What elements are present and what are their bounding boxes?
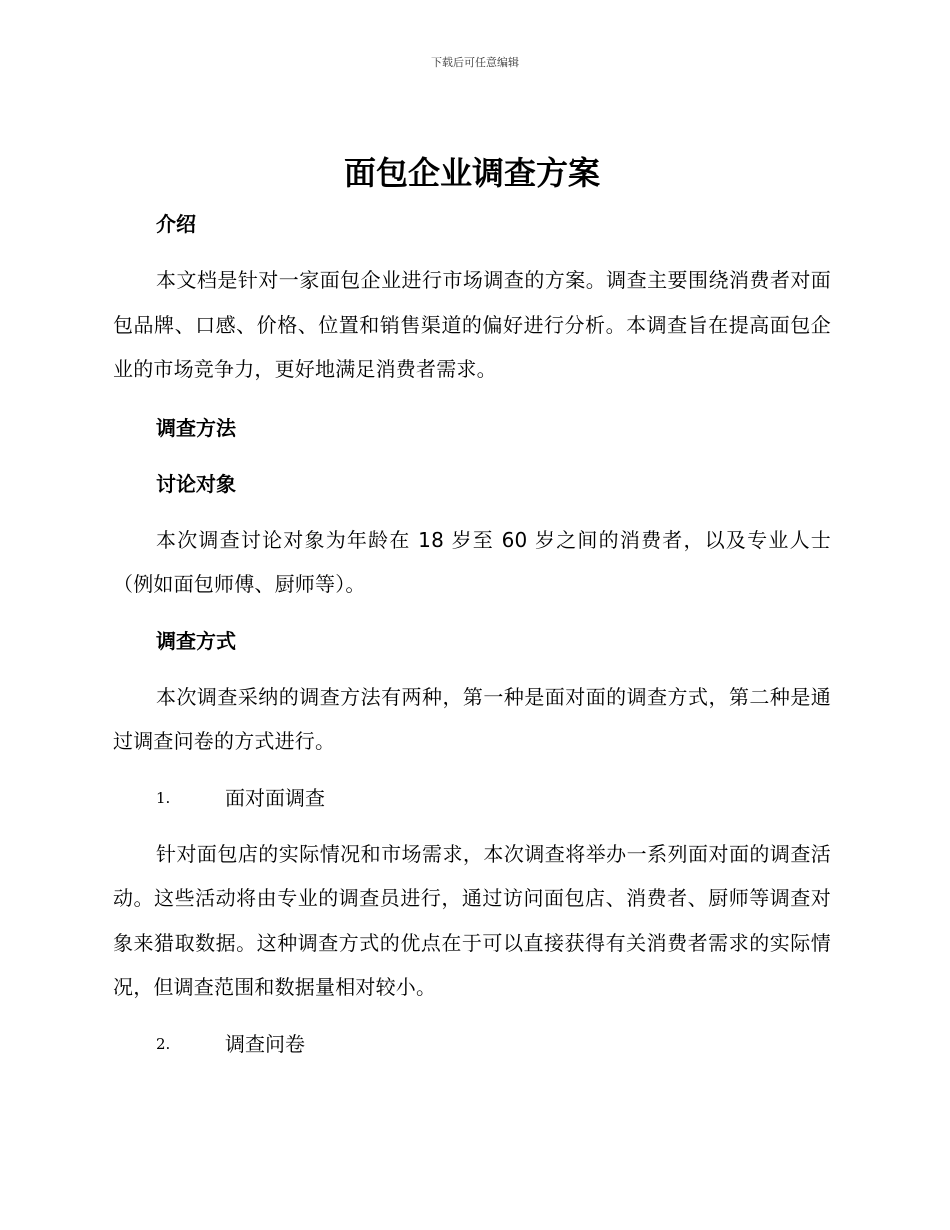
- header-note: 下载后可任意编辑: [431, 56, 519, 69]
- list-number: 2.: [156, 1034, 171, 1053]
- list-text: 调查问卷: [225, 1031, 305, 1056]
- paragraph-face-to-face: 针对面包店的实际情况和市场需求，本次调查将举办一系列面对面的调查活动。这些活动将由专业的调查员进行，通过访问面包店、消费者、厨师等调查对象来猎取数据。这种调查方式的优点在于可以直接获得有关消费者需求的实际情况，但调查范围和数据量相对较小。: [113, 841, 831, 999]
- list-item-face-to-face: [113, 776, 831, 820]
- list-text: 面对面调查: [225, 785, 325, 810]
- list-number: 1.: [156, 788, 171, 807]
- paragraph-subject: 本次调查讨论对象为年龄在 18 岁至 60 岁之间的消费者，以及专业人士（例如面包师傅、厨师等）。: [113, 527, 831, 596]
- paragraph-way: 本次调查采纳的调查方法有两种，第一种是面对面的调查方式，第二种是通过调查问卷的方式进行。: [113, 684, 831, 753]
- paragraph-intro: 本文档是针对一家面包企业进行市场调查的方案。调查主要围绕消费者对面包品牌、口感、价格、位置和销售渠道的偏好进行分析。本调查旨在提高面包企业的市场竞争力，更好地满足消费者需求。: [113, 268, 831, 381]
- document-title: 面包企业调查方案: [343, 154, 600, 192]
- heading-way: 调查方式: [156, 628, 236, 653]
- list-item-questionnaire: [113, 1022, 831, 1066]
- heading-method: 调查方法: [156, 415, 236, 440]
- heading-subject: 讨论对象: [156, 471, 236, 496]
- heading-intro: 介绍: [156, 212, 196, 236]
- document-content: [113, 148, 831, 1066]
